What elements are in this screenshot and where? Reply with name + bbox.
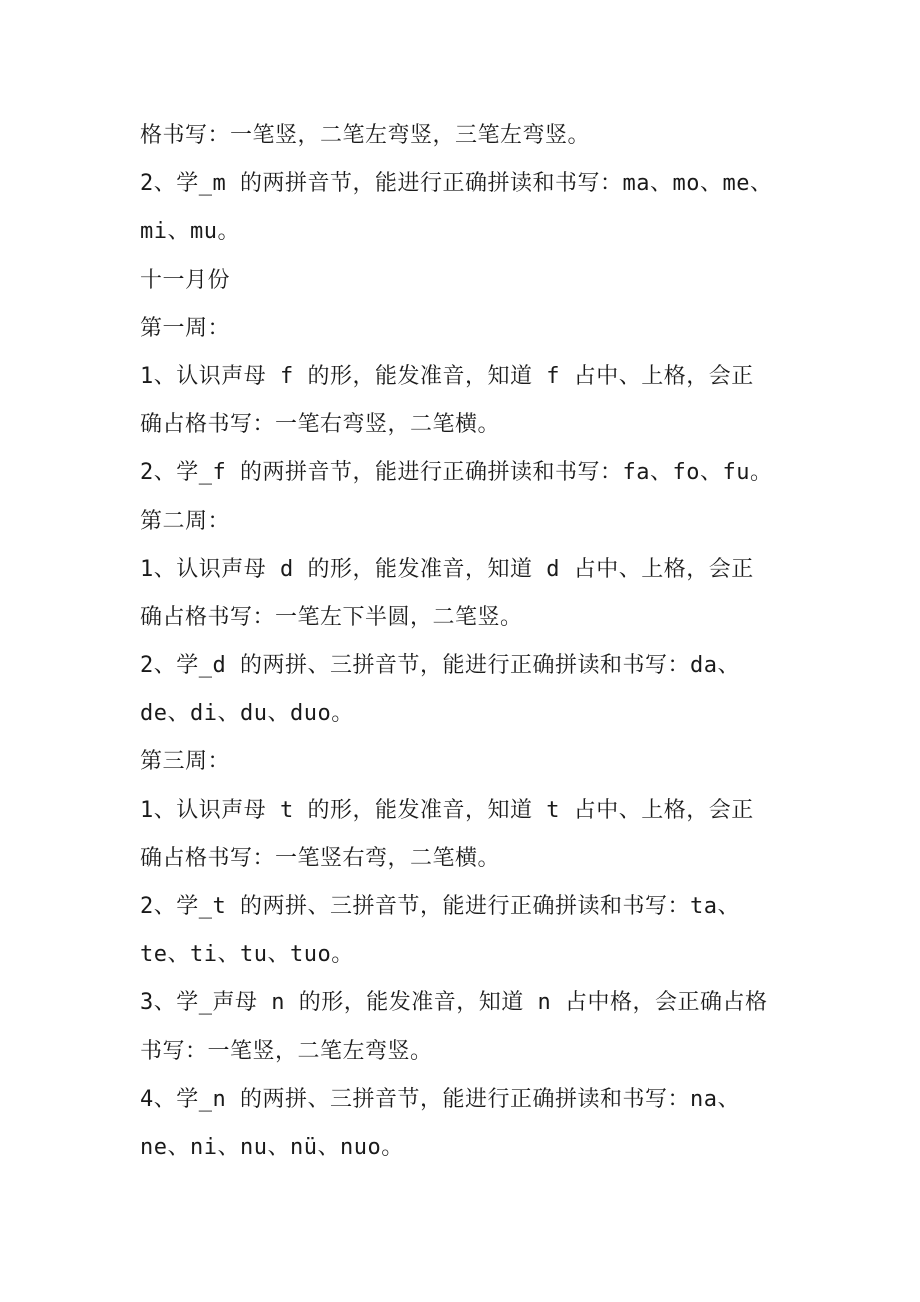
text-line: 书写：一笔竖，二笔左弯竖。 (140, 1038, 433, 1064)
text-line: 确占格书写：一笔左下半圆，二笔竖。 (140, 604, 523, 630)
text-line: te、ti、tu、tuo。 (140, 942, 354, 968)
text-line: 2、学_f 的两拼音节，能进行正确拼读和书写：fa、fo、fu。 (140, 460, 773, 486)
document-body (140, 112, 810, 1172)
week-heading-1: 第一周： (140, 315, 231, 341)
text-line: 1、认识声母 t 的形，能发准音，知道 t 占中、上格，会正 (140, 797, 754, 823)
text-line: de、di、du、duo。 (140, 701, 354, 727)
text-line: mi、mu。 (140, 219, 240, 245)
text-line: 3、学_声母 n 的形，能发准音，知道 n 占中格，会正确占格 (140, 990, 768, 1016)
text-line: 4、学_n 的两拼、三拼音节，能进行正确拼读和书写：na、 (140, 1086, 740, 1112)
text-line: 1、认识声母 f 的形，能发准音，知道 f 占中、上格，会正 (140, 363, 754, 389)
text-line: 1、认识声母 d 的形，能发准音，知道 d 占中、上格，会正 (140, 556, 754, 582)
text-line: 确占格书写：一笔右弯竖，二笔横。 (140, 412, 501, 438)
week-heading-2: 第二周： (140, 508, 231, 534)
text-line: 2、学_d 的两拼、三拼音节，能进行正确拼读和书写：da、 (140, 653, 740, 679)
text-line: 格书写：一笔竖，二笔左弯竖，三笔左弯竖。 (140, 123, 591, 148)
section-heading-november: 十一月份 (140, 267, 231, 293)
text-line: 2、学_t 的两拼、三拼音节，能进行正确拼读和书写：ta、 (140, 894, 740, 919)
text-line: 确占格书写：一笔竖右弯，二笔横。 (140, 845, 501, 871)
text-line: 2、学_m 的两拼音节，能进行正确拼读和书写：ma、mo、me、 (140, 171, 773, 197)
week-heading-3: 第三周： (140, 749, 231, 775)
text-line: ne、ni、nu、nü、nuo。 (140, 1134, 404, 1160)
